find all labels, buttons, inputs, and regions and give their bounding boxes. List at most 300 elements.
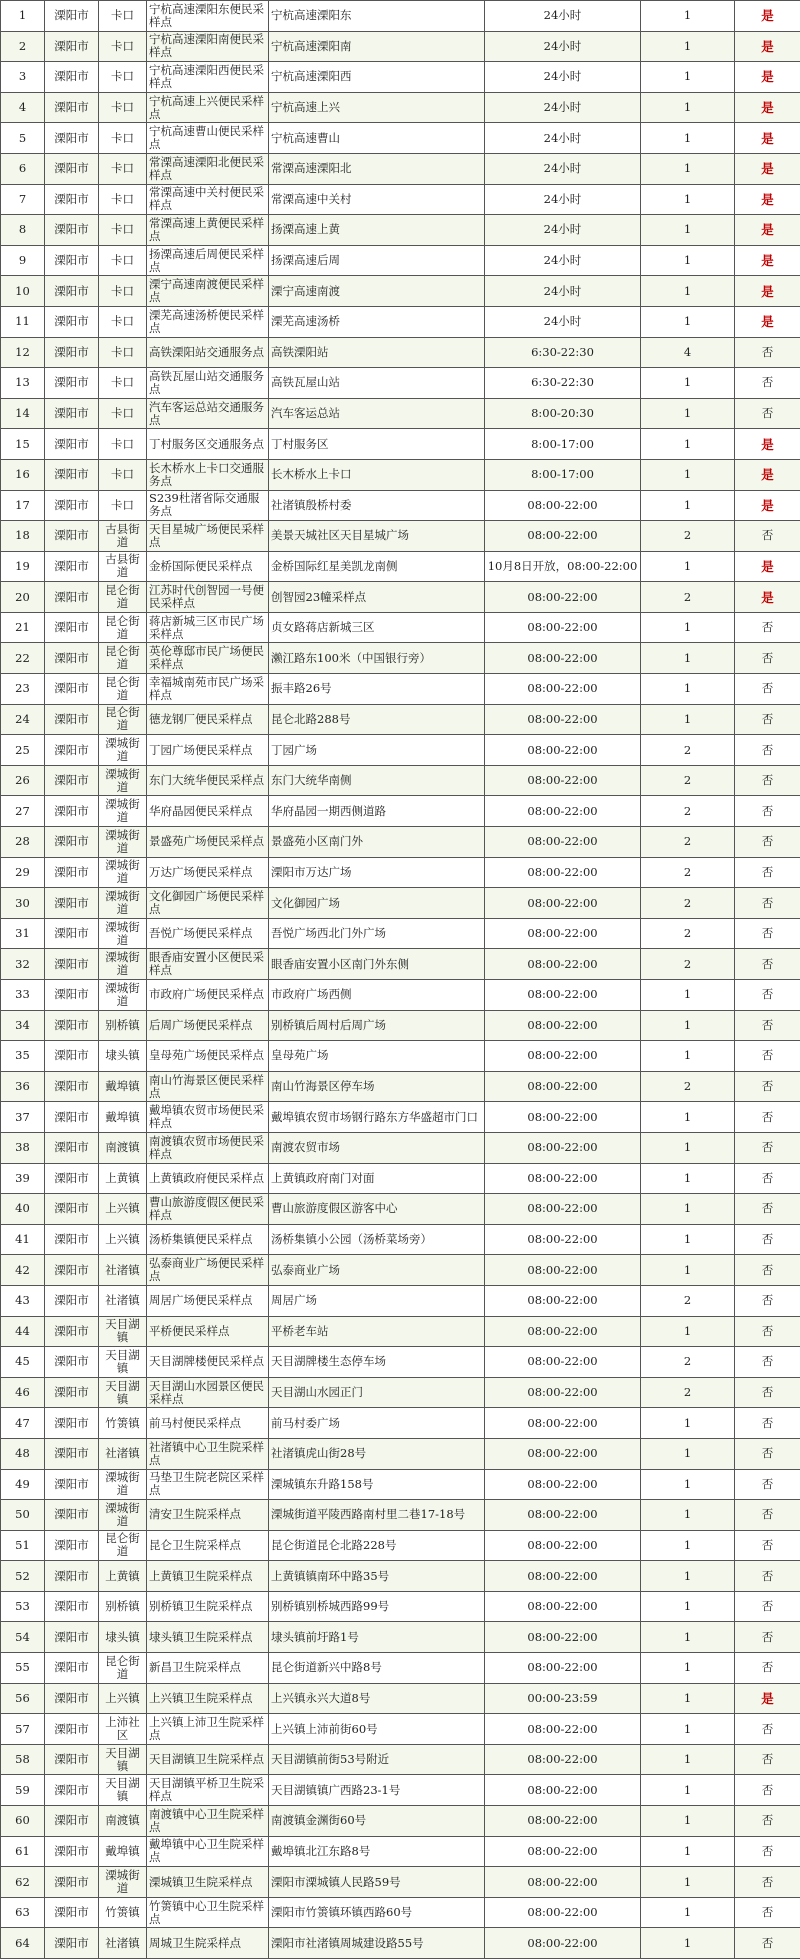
- address-cell: 上兴镇永兴大道8号: [269, 1683, 485, 1714]
- area-cell: 昆仑街道: [99, 582, 147, 613]
- site-name-cell: 戴埠镇农贸市场便民采样点: [147, 1102, 269, 1133]
- area-cell: 卡口: [99, 184, 147, 215]
- city-cell: 溧阳市: [45, 1469, 99, 1500]
- open-24h-flag-cell: 否: [735, 1408, 800, 1439]
- open-24h-flag-cell: 否: [735, 1163, 800, 1194]
- site-name-cell: 上黄镇卫生院采样点: [147, 1561, 269, 1592]
- hours-cell: 08:00-22:00: [485, 1744, 641, 1775]
- hours-cell: 24小时: [485, 306, 641, 337]
- area-cell: 卡口: [99, 1, 147, 32]
- station-count-cell: 1: [641, 1500, 735, 1531]
- open-24h-flag-cell: 是: [735, 153, 800, 184]
- area-cell: 昆仑街道: [99, 643, 147, 674]
- site-name-cell: 宁杭高速曹山便民采样点: [147, 123, 269, 154]
- station-count-cell: 1: [641, 1194, 735, 1225]
- station-count-cell: 1: [641, 551, 735, 582]
- hours-cell: 24小时: [485, 153, 641, 184]
- station-count-cell: 1: [641, 306, 735, 337]
- address-cell: 溧阳市社渚镇周城建设路55号: [269, 1928, 485, 1959]
- area-cell: 别桥镇: [99, 1591, 147, 1622]
- row-number: 20: [1, 582, 45, 613]
- site-name-cell: 金桥国际便民采样点: [147, 551, 269, 582]
- city-cell: 溧阳市: [45, 612, 99, 643]
- area-cell: 溧城街道: [99, 1469, 147, 1500]
- address-cell: 宁杭高速曹山: [269, 123, 485, 154]
- row-number: 31: [1, 918, 45, 949]
- area-cell: 溧城街道: [99, 796, 147, 827]
- open-24h-flag-cell: 否: [735, 368, 800, 399]
- station-count-cell: 1: [641, 459, 735, 490]
- area-cell: 溧城街道: [99, 949, 147, 980]
- address-cell: 弘泰商业广场: [269, 1255, 485, 1286]
- hours-cell: 08:00-22:00: [485, 1194, 641, 1225]
- open-24h-flag-cell: 否: [735, 1255, 800, 1286]
- row-number: 40: [1, 1194, 45, 1225]
- station-count-cell: 1: [641, 980, 735, 1011]
- city-cell: 溧阳市: [45, 92, 99, 123]
- address-cell: 南山竹海景区停车场: [269, 1071, 485, 1102]
- city-cell: 溧阳市: [45, 1041, 99, 1072]
- open-24h-flag-cell: 是: [735, 245, 800, 276]
- hours-cell: 10月8日开放，08:00-22:00: [485, 551, 641, 582]
- row-number: 51: [1, 1530, 45, 1561]
- hours-cell: 24小时: [485, 184, 641, 215]
- site-name-cell: 汤桥集镇便民采样点: [147, 1224, 269, 1255]
- city-cell: 溧阳市: [45, 398, 99, 429]
- site-name-cell: 长木桥水上卡口交通服务点: [147, 459, 269, 490]
- hours-cell: 08:00-22:00: [485, 735, 641, 766]
- address-cell: 前马村委广场: [269, 1408, 485, 1439]
- address-cell: 天目湖山水园正门: [269, 1377, 485, 1408]
- station-count-cell: 1: [641, 31, 735, 62]
- hours-cell: 08:00-22:00: [485, 1285, 641, 1316]
- row-number: 48: [1, 1438, 45, 1469]
- address-cell: 溧芜高速汤桥: [269, 306, 485, 337]
- open-24h-flag-cell: 否: [735, 1438, 800, 1469]
- city-cell: 溧阳市: [45, 1622, 99, 1653]
- area-cell: 戴埠镇: [99, 1836, 147, 1867]
- table-row: [1, 521, 800, 552]
- city-cell: 溧阳市: [45, 827, 99, 858]
- city-cell: 溧阳市: [45, 1132, 99, 1163]
- address-cell: 曹山旅游度假区游客中心: [269, 1194, 485, 1225]
- address-cell: 濑江路东100米（中国银行旁）: [269, 643, 485, 674]
- site-name-cell: 常溧高速中关村便民采样点: [147, 184, 269, 215]
- area-cell: 溧城街道: [99, 1500, 147, 1531]
- row-number: 35: [1, 1041, 45, 1072]
- station-count-cell: 2: [641, 857, 735, 888]
- city-cell: 溧阳市: [45, 1163, 99, 1194]
- site-name-cell: 丁园广场便民采样点: [147, 735, 269, 766]
- table-row: [1, 1806, 800, 1837]
- hours-cell: 24小时: [485, 62, 641, 93]
- row-number: 63: [1, 1897, 45, 1928]
- open-24h-flag-cell: 否: [735, 888, 800, 919]
- address-cell: 南渡镇金渊街60号: [269, 1806, 485, 1837]
- open-24h-flag-cell: 否: [735, 1561, 800, 1592]
- address-cell: 宁杭高速溧阳南: [269, 31, 485, 62]
- open-24h-flag-cell: 否: [735, 674, 800, 705]
- station-count-cell: 1: [641, 123, 735, 154]
- hours-cell: 08:00-22:00: [485, 1836, 641, 1867]
- row-number: 59: [1, 1775, 45, 1806]
- table-row: [1, 153, 800, 184]
- site-name-cell: 曹山旅游度假区便民采样点: [147, 1194, 269, 1225]
- open-24h-flag-cell: 否: [735, 1928, 800, 1959]
- hours-cell: 08:00-22:00: [485, 1102, 641, 1133]
- site-name-cell: 南山竹海景区便民采样点: [147, 1071, 269, 1102]
- site-name-cell: 南渡镇农贸市场便民采样点: [147, 1132, 269, 1163]
- open-24h-flag-cell: 是: [735, 490, 800, 521]
- site-name-cell: 宁杭高速溧阳南便民采样点: [147, 31, 269, 62]
- address-cell: 周居广场: [269, 1285, 485, 1316]
- address-cell: 宁杭高速溧阳东: [269, 1, 485, 32]
- address-cell: 溧宁高速南渡: [269, 276, 485, 307]
- city-cell: 溧阳市: [45, 1285, 99, 1316]
- site-name-cell: 竹箦镇中心卫生院采样点: [147, 1897, 269, 1928]
- address-cell: 高铁瓦屋山站: [269, 368, 485, 399]
- station-count-cell: 1: [641, 92, 735, 123]
- hours-cell: 08:00-22:00: [485, 1255, 641, 1286]
- table-row: [1, 1530, 800, 1561]
- address-cell: 戴埠镇农贸市场钢行路东方华盛超市门口: [269, 1102, 485, 1133]
- station-count-cell: 1: [641, 215, 735, 246]
- city-cell: 溧阳市: [45, 674, 99, 705]
- row-number: 39: [1, 1163, 45, 1194]
- city-cell: 溧阳市: [45, 429, 99, 460]
- site-name-cell: 埭头镇卫生院采样点: [147, 1622, 269, 1653]
- city-cell: 溧阳市: [45, 1653, 99, 1684]
- station-count-cell: 2: [641, 1377, 735, 1408]
- table-row: [1, 1194, 800, 1225]
- hours-cell: 24小时: [485, 123, 641, 154]
- city-cell: 溧阳市: [45, 1010, 99, 1041]
- site-name-cell: 周城卫生院采样点: [147, 1928, 269, 1959]
- hours-cell: 08:00-22:00: [485, 796, 641, 827]
- station-count-cell: 1: [641, 1561, 735, 1592]
- address-cell: 戴埠镇北江东路8号: [269, 1836, 485, 1867]
- address-cell: 金桥国际红星美凯龙南侧: [269, 551, 485, 582]
- address-cell: 市政府广场西侧: [269, 980, 485, 1011]
- area-cell: 南渡镇: [99, 1806, 147, 1837]
- hours-cell: 08:00-22:00: [485, 1469, 641, 1500]
- row-number: 24: [1, 704, 45, 735]
- hours-cell: 08:00-22:00: [485, 1041, 641, 1072]
- area-cell: 卡口: [99, 245, 147, 276]
- table-row: [1, 184, 800, 215]
- station-count-cell: 1: [641, 1010, 735, 1041]
- address-cell: 天目湖镇前街53号附近: [269, 1744, 485, 1775]
- table-row: [1, 429, 800, 460]
- row-number: 16: [1, 459, 45, 490]
- open-24h-flag-cell: 否: [735, 1347, 800, 1378]
- table-row: [1, 62, 800, 93]
- table-row: [1, 1102, 800, 1133]
- open-24h-flag-cell: 否: [735, 1285, 800, 1316]
- city-cell: 溧阳市: [45, 918, 99, 949]
- open-24h-flag-cell: 是: [735, 62, 800, 93]
- site-name-cell: 天目星城广场便民采样点: [147, 521, 269, 552]
- table-row: [1, 1255, 800, 1286]
- table-row: [1, 92, 800, 123]
- address-cell: 景盛苑小区南门外: [269, 827, 485, 858]
- row-number: 17: [1, 490, 45, 521]
- site-name-cell: 幸福城南苑市民广场采样点: [147, 674, 269, 705]
- site-name-cell: 宁杭高速上兴便民采样点: [147, 92, 269, 123]
- area-cell: 卡口: [99, 337, 147, 368]
- open-24h-flag-cell: 否: [735, 1744, 800, 1775]
- station-count-cell: 1: [641, 1836, 735, 1867]
- station-count-cell: 1: [641, 429, 735, 460]
- hours-cell: 24小时: [485, 1, 641, 32]
- table-row: [1, 796, 800, 827]
- row-number: 49: [1, 1469, 45, 1500]
- area-cell: 天目湖镇: [99, 1316, 147, 1347]
- area-cell: 戴埠镇: [99, 1102, 147, 1133]
- table-row: [1, 1071, 800, 1102]
- city-cell: 溧阳市: [45, 276, 99, 307]
- row-number: 46: [1, 1377, 45, 1408]
- hours-cell: 8:00-20:30: [485, 398, 641, 429]
- site-name-cell: 眼香庙安置小区便民采样点: [147, 949, 269, 980]
- open-24h-flag-cell: 否: [735, 612, 800, 643]
- station-count-cell: 1: [641, 398, 735, 429]
- area-cell: 昆仑街道: [99, 612, 147, 643]
- open-24h-flag-cell: 否: [735, 1867, 800, 1898]
- area-cell: 社渚镇: [99, 1285, 147, 1316]
- station-count-cell: 2: [641, 949, 735, 980]
- area-cell: 埭头镇: [99, 1622, 147, 1653]
- city-cell: 溧阳市: [45, 949, 99, 980]
- table-row: [1, 704, 800, 735]
- city-cell: 溧阳市: [45, 1836, 99, 1867]
- station-count-cell: 1: [641, 1744, 735, 1775]
- site-name-cell: 汽车客运总站交通服务点: [147, 398, 269, 429]
- area-cell: 溧城街道: [99, 857, 147, 888]
- open-24h-flag-cell: 是: [735, 1683, 800, 1714]
- site-name-cell: 后周广场便民采样点: [147, 1010, 269, 1041]
- hours-cell: 08:00-22:00: [485, 857, 641, 888]
- site-name-cell: 皇母苑广场便民采样点: [147, 1041, 269, 1072]
- station-count-cell: 1: [641, 1683, 735, 1714]
- address-cell: 社渚镇殷桥村委: [269, 490, 485, 521]
- station-count-cell: 2: [641, 582, 735, 613]
- station-count-cell: 1: [641, 184, 735, 215]
- city-cell: 溧阳市: [45, 1744, 99, 1775]
- site-name-cell: 弘泰商业广场便民采样点: [147, 1255, 269, 1286]
- hours-cell: 08:00-22:00: [485, 1530, 641, 1561]
- hours-cell: 08:00-22:00: [485, 1622, 641, 1653]
- open-24h-flag-cell: 是: [735, 551, 800, 582]
- city-cell: 溧阳市: [45, 31, 99, 62]
- site-name-cell: 文化御园广场便民采样点: [147, 888, 269, 919]
- hours-cell: 08:00-22:00: [485, 1928, 641, 1959]
- row-number: 58: [1, 1744, 45, 1775]
- station-count-cell: 1: [641, 368, 735, 399]
- open-24h-flag-cell: 是: [735, 582, 800, 613]
- city-cell: 溧阳市: [45, 735, 99, 766]
- hours-cell: 08:00-22:00: [485, 765, 641, 796]
- table-row: [1, 674, 800, 705]
- station-count-cell: 2: [641, 888, 735, 919]
- area-cell: 溧城街道: [99, 735, 147, 766]
- site-name-cell: 天目湖镇平桥卫生院采样点: [147, 1775, 269, 1806]
- city-cell: 溧阳市: [45, 796, 99, 827]
- address-cell: 昆仑街道昆仑北路228号: [269, 1530, 485, 1561]
- row-number: 47: [1, 1408, 45, 1439]
- address-cell: 天目湖牌楼生态停车场: [269, 1347, 485, 1378]
- site-name-cell: 天目湖牌楼便民采样点: [147, 1347, 269, 1378]
- row-number: 45: [1, 1347, 45, 1378]
- city-cell: 溧阳市: [45, 1194, 99, 1225]
- address-cell: 宁杭高速溧阳西: [269, 62, 485, 93]
- station-count-cell: 1: [641, 1928, 735, 1959]
- address-cell: 宁杭高速上兴: [269, 92, 485, 123]
- open-24h-flag-cell: 否: [735, 643, 800, 674]
- area-cell: 别桥镇: [99, 1010, 147, 1041]
- site-name-cell: 昆仑卫生院采样点: [147, 1530, 269, 1561]
- hours-cell: 08:00-22:00: [485, 949, 641, 980]
- city-cell: 溧阳市: [45, 1530, 99, 1561]
- row-number: 30: [1, 888, 45, 919]
- row-number: 6: [1, 153, 45, 184]
- area-cell: 上沛社区: [99, 1714, 147, 1745]
- area-cell: 竹箦镇: [99, 1408, 147, 1439]
- address-cell: 丁园广场: [269, 735, 485, 766]
- site-name-cell: 上兴镇卫生院采样点: [147, 1683, 269, 1714]
- site-name-cell: 天目湖山水园景区便民采样点: [147, 1377, 269, 1408]
- hours-cell: 08:00-22:00: [485, 1775, 641, 1806]
- open-24h-flag-cell: 否: [735, 704, 800, 735]
- table-row: [1, 245, 800, 276]
- station-count-cell: 1: [641, 1041, 735, 1072]
- table-row: [1, 765, 800, 796]
- address-cell: 文化御园广场: [269, 888, 485, 919]
- row-number: 19: [1, 551, 45, 582]
- area-cell: 卡口: [99, 62, 147, 93]
- address-cell: 皇母苑广场: [269, 1041, 485, 1072]
- address-cell: 创智园23幢采样点: [269, 582, 485, 613]
- station-count-cell: 1: [641, 704, 735, 735]
- table-row: [1, 1928, 800, 1959]
- station-count-cell: 1: [641, 643, 735, 674]
- station-count-cell: 1: [641, 1163, 735, 1194]
- open-24h-flag-cell: 是: [735, 459, 800, 490]
- open-24h-flag-cell: 否: [735, 1224, 800, 1255]
- hours-cell: 24小时: [485, 92, 641, 123]
- table-row: [1, 857, 800, 888]
- row-number: 44: [1, 1316, 45, 1347]
- site-name-cell: 上兴镇上沛卫生院采样点: [147, 1714, 269, 1745]
- open-24h-flag-cell: 否: [735, 1132, 800, 1163]
- open-24h-flag-cell: 否: [735, 1530, 800, 1561]
- area-cell: 古县街道: [99, 521, 147, 552]
- hours-cell: 08:00-22:00: [485, 521, 641, 552]
- open-24h-flag-cell: 否: [735, 1377, 800, 1408]
- area-cell: 天目湖镇: [99, 1775, 147, 1806]
- site-name-cell: 前马村便民采样点: [147, 1408, 269, 1439]
- area-cell: 卡口: [99, 123, 147, 154]
- city-cell: 溧阳市: [45, 1102, 99, 1133]
- table-row: [1, 918, 800, 949]
- open-24h-flag-cell: 是: [735, 123, 800, 154]
- site-name-cell: 常溧高速溧阳北便民采样点: [147, 153, 269, 184]
- open-24h-flag-cell: 是: [735, 429, 800, 460]
- table-row: [1, 1377, 800, 1408]
- station-count-cell: 1: [641, 1408, 735, 1439]
- address-cell: 别桥镇别桥城西路99号: [269, 1591, 485, 1622]
- open-24h-flag-cell: 否: [735, 949, 800, 980]
- table-row: [1, 1897, 800, 1928]
- city-cell: 溧阳市: [45, 1377, 99, 1408]
- area-cell: 溧城街道: [99, 888, 147, 919]
- site-name-cell: 高铁瓦屋山站交通服务点: [147, 368, 269, 399]
- station-count-cell: 1: [641, 1438, 735, 1469]
- station-count-cell: 1: [641, 1867, 735, 1898]
- address-cell: 眼香庙安置小区南门外东侧: [269, 949, 485, 980]
- open-24h-flag-cell: 否: [735, 796, 800, 827]
- row-number: 14: [1, 398, 45, 429]
- open-24h-flag-cell: 否: [735, 1316, 800, 1347]
- city-cell: 溧阳市: [45, 980, 99, 1011]
- table-row: [1, 1714, 800, 1745]
- site-name-cell: 景盛苑广场便民采样点: [147, 827, 269, 858]
- area-cell: 卡口: [99, 31, 147, 62]
- row-number: 62: [1, 1867, 45, 1898]
- address-cell: 吾悦广场西北门外广场: [269, 918, 485, 949]
- table-row: [1, 1316, 800, 1347]
- open-24h-flag-cell: 否: [735, 857, 800, 888]
- row-number: 3: [1, 62, 45, 93]
- open-24h-flag-cell: 否: [735, 337, 800, 368]
- city-cell: 溧阳市: [45, 184, 99, 215]
- hours-cell: 08:00-22:00: [485, 1561, 641, 1592]
- address-cell: 高铁溧阳站: [269, 337, 485, 368]
- hours-cell: 08:00-22:00: [485, 1714, 641, 1745]
- site-name-cell: 蒋店新城三区市民广场采样点: [147, 612, 269, 643]
- city-cell: 溧阳市: [45, 1897, 99, 1928]
- station-count-cell: 1: [641, 1653, 735, 1684]
- open-24h-flag-cell: 否: [735, 735, 800, 766]
- address-cell: 丁村服务区: [269, 429, 485, 460]
- row-number: 53: [1, 1591, 45, 1622]
- site-name-cell: 宁杭高速溧阳东便民采样点: [147, 1, 269, 32]
- site-name-cell: 溧城镇卫生院采样点: [147, 1867, 269, 1898]
- table-row: [1, 582, 800, 613]
- area-cell: 昆仑街道: [99, 704, 147, 735]
- city-cell: 溧阳市: [45, 1438, 99, 1469]
- site-name-cell: 别桥镇卫生院采样点: [147, 1591, 269, 1622]
- city-cell: 溧阳市: [45, 153, 99, 184]
- area-cell: 天目湖镇: [99, 1377, 147, 1408]
- hours-cell: 08:00-22:00: [485, 1347, 641, 1378]
- table-row: [1, 1438, 800, 1469]
- station-count-cell: 1: [641, 245, 735, 276]
- station-count-cell: 1: [641, 1806, 735, 1837]
- hours-cell: 00:00-23:59: [485, 1683, 641, 1714]
- table-row: [1, 1867, 800, 1898]
- table-row: [1, 1622, 800, 1653]
- table-row: [1, 888, 800, 919]
- city-cell: 溧阳市: [45, 765, 99, 796]
- hours-cell: 08:00-22:00: [485, 1653, 641, 1684]
- city-cell: 溧阳市: [45, 1224, 99, 1255]
- city-cell: 溧阳市: [45, 123, 99, 154]
- table-row: [1, 612, 800, 643]
- station-count-cell: 1: [641, 62, 735, 93]
- row-number: 29: [1, 857, 45, 888]
- open-24h-flag-cell: 否: [735, 1469, 800, 1500]
